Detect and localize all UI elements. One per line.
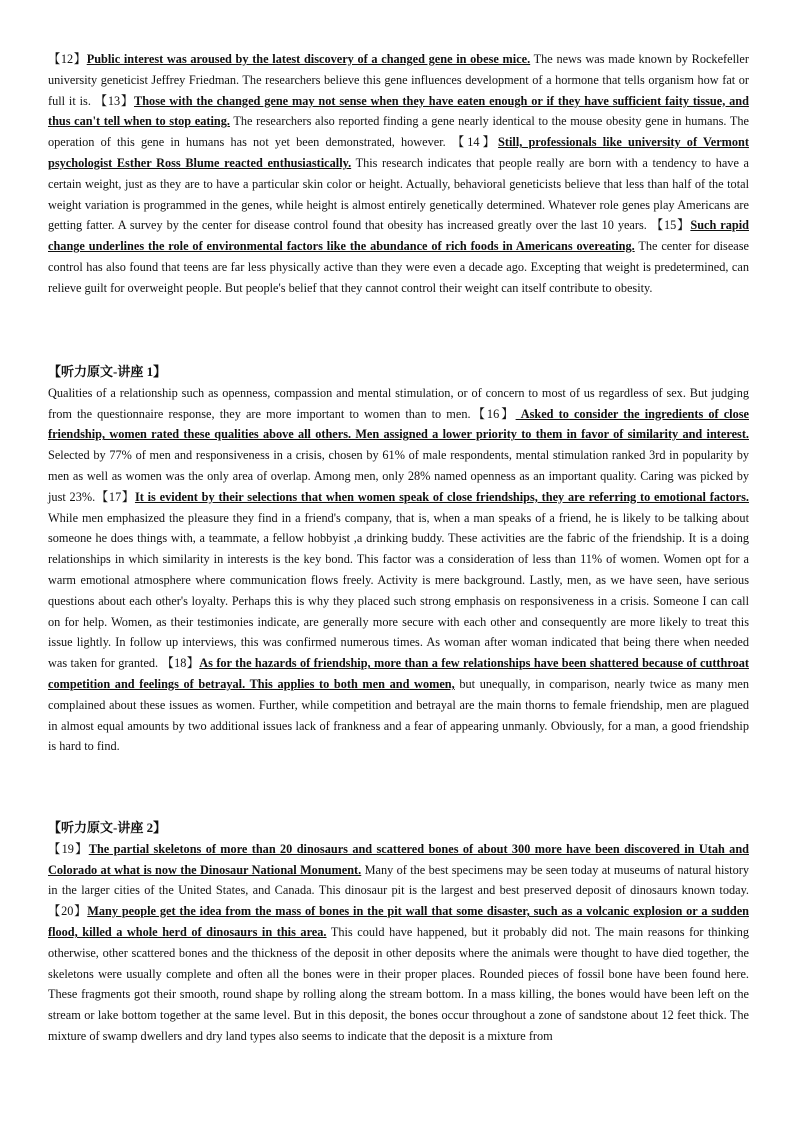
key-sentence: Many people get the idea from the mass of bones in the pit wall that some disaster, such as a volcanic explosion or a sudden flood, killed a whole herd of dinosaurs in this area. <box>48 904 749 939</box>
body-text: Selected by 77% of men and responsiveness in a crisis, chosen by 61% of male respondents, mental stimulation ranked 3rd in popularity by men as well as women was the only area of overlap. Among men, only 28% named openness as an important quality. Caring was picked by just 23%. <box>48 448 749 504</box>
body-text: Qualities of a relationship such as openness, compassion and mental stimulation, or of concern to most of us regardless of sex. But judging from the questionnaire response, they are more important to women than to men. <box>48 385 749 421</box>
question-marker: 【18】 <box>161 656 200 671</box>
question-marker: 【12】 <box>48 52 87 66</box>
passage-paragraph <box>48 49 749 299</box>
question-marker: 【19】 <box>48 841 89 856</box>
question-marker: 【15】 <box>650 218 691 233</box>
key-sentence: It is evident by their selections that when women speak of close friendships, they are referring to emotional factors. <box>134 489 749 504</box>
key-sentence: Still, professionals like university of Vermont psychologist Esther Ross Blume reacted enthusiastically. <box>48 135 749 170</box>
question-marker: 【20】 <box>48 904 88 919</box>
lecture-2-heading: 【听力原文-讲座 2】 <box>48 820 167 835</box>
lecture-1-heading: 【听力原文-讲座 1】 <box>48 364 167 379</box>
question-marker: 【14】 <box>451 135 499 150</box>
body-text: The researchers also reported finding a gene nearly identical to the mouse obesity gene in humans. The operation of this gene in humans has not yet been demonstrated, however. <box>48 114 749 150</box>
key-sentence: Those with the changed gene may not sense when they have eaten enough or if they have sufficient faity tissue, and thus can't tell when to stop eating. <box>48 93 749 129</box>
key-sentence: Public interest was aroused by the latest discovery of a changed gene in obese mice. <box>86 52 531 66</box>
lecture-2-paragraph <box>48 839 749 1047</box>
key-sentence: Such rapid change underlines the role of environmental factors like the abundance of rich foods in Americans overeating. <box>48 218 749 254</box>
question-marker: 【13】 <box>94 93 135 108</box>
body-text: Many of the best specimens may be seen today at museums of natural history in the larger cities of the United States, and Canada. This dinosaur pit is the largest and best preserved deposit of dinosaurs known today. <box>48 862 749 898</box>
key-sentence: Asked to consider the ingredients of close friendship, women rated these qualities above all others. Men assigned a lower priority to them in favor of similarity and interest. <box>48 406 749 442</box>
question-marker: 【16】 <box>470 406 516 421</box>
passage-section <box>48 49 749 299</box>
key-sentence: The partial skeletons of more than 20 dinosaurs and scattered bones of about 300 more have been discovered in Utah and Colorado at what is now the Dinosaur National Monument. <box>48 841 749 877</box>
lecture-1-section <box>48 362 749 757</box>
body-text: This research indicates that people really are born with a tendency to have a certain weight, just as they are to have a particular skin color or height. Actually, behavioral geneticists believe that less than half of the total weight variation is programmed in the genes, while height is almost entirely genetically determined. Whatever role genes play Americans are getting fatter. A survey by the center for disease control found that obesity has increased greatly over the last 10 years. <box>48 155 749 233</box>
question-marker: 【17】 <box>95 489 135 504</box>
key-sentence: As for the hazards of friendship, more than a few relationships have been shattered because of cutthroat competition and feelings of betrayal. This applies to both men and women, <box>48 656 749 691</box>
lecture-2-section <box>48 818 749 1047</box>
lecture-1-paragraph <box>48 383 749 757</box>
body-text: The center for disease control has also found that teens are far less physically active than they were even a decade ago. Excepting that weight is predetermined, can relieve guilt for overweight people. But people's belief that they cannot control their weight can itself contribute to obesity. <box>48 239 750 295</box>
body-text: While men emphasized the pleasure they find in a friend's company, that is, when a man speaks of a friend, he is likely to be talking about someone he does things with, a teammate, a fellow hobbyist ,a drinking buddy. These activities are the fabric of the friendship. It is a doing relationships in which similarity in interests is the key bond. This factor was a consideration of less than 11% of women. Women opt for a warm emotional atmosphere where communication flows freely. Activity is mere background. Lastly, men, as we have seen, have serious questions about each other's loyalty. Perhaps this is why they placed such strong emphasis on responsiveness in a crisis. Someone I can call on for help. Women, as their testimonies indicate, are generally more secure with each other and consequently are more likely to treat this issue lightly. In follow up interviews, this was confirmed numerous times. As woman after woman indicated that being there when needed was taken for granted. <box>48 510 749 671</box>
body-text: The news was made known by Rockefeller university geneticist Jeffrey Friedman. The researchers believe this gene influences development of a hormone that tells organism how fat or full it is. <box>48 52 749 108</box>
body-text: but unequally, in comparison, nearly twice as many men complained about these issues as women. Further, while competition and betrayal are the main thorns to female friendship, men are plagued in almost equal amounts by two additional issues lack of frankness and a fear of appearing unmanly. Obviously, for a man, a good friendship is hard to find. <box>48 676 750 754</box>
body-text: This could have happened, but it probably did not. The main reasons for thinking otherwise, other scattered bones and the thickness of the deposit in other deposits where the animals were thought to have died together, the skeletons were usually complete and often all the bones were in their proper places. Rounded pieces of fossil bone have been found here. These fragments got their smooth, round shape by rolling along the stream bottom. In a mass killing, the bones would have been left on the stream or lake bottom together at the same level. But in this deposit, the bones occur throughout a zone of sandstone about 12 feet thick. The mixture of swamp dwellers and dry land types also seems to indicate that the deposit is a mixture from <box>48 924 750 1043</box>
